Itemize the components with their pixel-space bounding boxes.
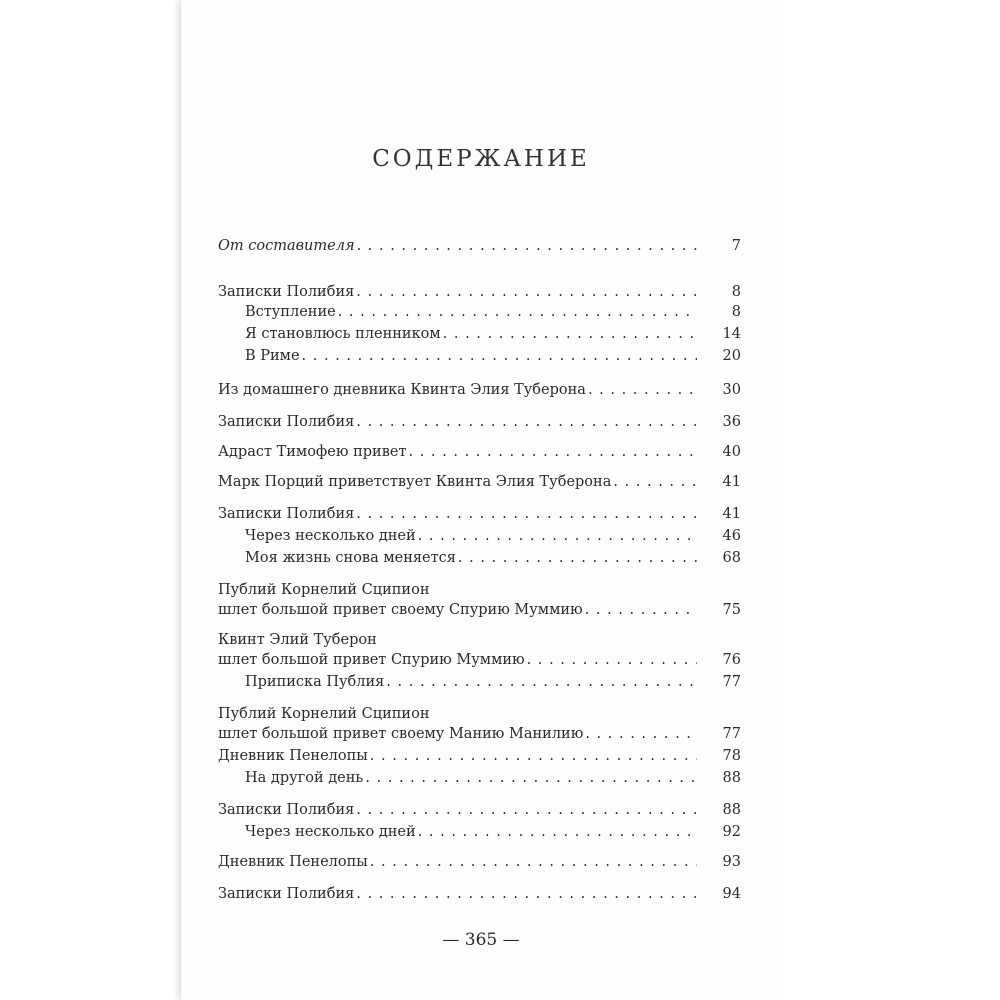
toc-entry-page-number: 20	[722, 348, 741, 364]
toc-entry-page-number: 93	[722, 854, 741, 870]
toc-entry	[218, 346, 741, 366]
toc-entry	[218, 600, 741, 620]
toc-entry-page-number: 78	[722, 748, 741, 764]
toc-entry-title: На другой день	[245, 770, 364, 786]
toc-entry-title: Дневник Пенелопы	[218, 748, 368, 764]
toc-entry-label	[218, 504, 697, 524]
toc-entry-title: Записки Полибия	[218, 414, 355, 430]
toc-entry	[218, 580, 741, 600]
toc-entry-label	[245, 548, 697, 568]
toc-entry-title: Публий Корнелий Сципион	[218, 582, 430, 598]
toc-entry-page-number: 46	[722, 528, 741, 544]
toc-entry	[218, 822, 741, 842]
toc-entry	[218, 800, 741, 820]
toc-entry	[218, 852, 741, 872]
toc-entry	[218, 504, 741, 524]
toc-entry	[218, 650, 741, 670]
toc-entry-title: Через несколько дней	[245, 824, 416, 840]
toc-entry	[218, 724, 741, 744]
toc-entry-label	[245, 672, 697, 692]
toc-entry	[218, 412, 741, 432]
toc-entry-page-number: 30	[722, 382, 741, 398]
toc-entry-title: Записки Полибия	[218, 284, 355, 300]
toc-entry-page-number: 68	[722, 550, 741, 566]
toc-entry	[218, 472, 741, 492]
toc-entry-label	[245, 526, 697, 546]
toc-entry	[218, 282, 741, 302]
toc-entry-page-number: 76	[722, 652, 741, 668]
toc-entry	[218, 672, 741, 692]
toc-entry-label	[218, 650, 697, 670]
toc-entry-title: Записки Полибия	[218, 802, 355, 818]
toc-entry-label	[218, 704, 697, 724]
toc-entry-label	[218, 800, 697, 820]
toc-entry-page-number: 36	[722, 414, 741, 430]
toc-entry-title: От составителя	[218, 238, 355, 254]
book-page	[180, 0, 781, 1000]
toc-entry-page-number: 8	[731, 304, 741, 320]
toc-entry-page-number: 41	[722, 506, 741, 522]
toc-entry-title: Публий Корнелий Сципион	[218, 706, 430, 722]
toc-entry-title: шлет большой привет Спурию Муммию	[218, 652, 525, 668]
toc-entry-label	[218, 472, 697, 492]
toc-entry-label	[218, 630, 697, 650]
toc-entry-title: шлет большой привет своему Спурию Муммию	[218, 602, 583, 618]
toc-entry-title: В Риме	[245, 348, 300, 364]
toc-entry	[218, 236, 741, 256]
toc-entry-label	[218, 380, 697, 400]
toc-entry	[218, 630, 741, 650]
page-title: СОДЕРЖАНИЕ	[372, 146, 590, 172]
toc-entry-label	[218, 282, 697, 302]
toc-entry-page-number: 75	[722, 602, 741, 618]
toc-entry-label	[218, 236, 697, 256]
toc-entry	[218, 442, 741, 462]
toc-entry	[218, 324, 741, 344]
toc-entry-label	[245, 822, 697, 842]
toc-entry-title: шлет большой привет своему Манию Манилию	[218, 726, 584, 742]
toc-entry-title: Вступление	[245, 304, 336, 320]
toc-entry-label	[245, 302, 697, 322]
toc-entry-label	[245, 346, 697, 366]
toc-entry-title: Записки Полибия	[218, 506, 355, 522]
toc-entry-label	[218, 600, 697, 620]
toc-entry-title: Адраст Тимофею привет	[218, 444, 407, 460]
toc-entry-label	[218, 442, 697, 462]
toc-entry-page-number: 92	[722, 824, 741, 840]
toc-entry-label	[218, 852, 697, 872]
toc-entry	[218, 884, 741, 904]
toc-entry-label	[218, 746, 697, 766]
toc-entry-page-number: 77	[722, 674, 741, 690]
toc-entry	[218, 548, 741, 568]
toc-entry-page-number: 40	[722, 444, 741, 460]
toc-entry-title: Квинт Элий Туберон	[218, 632, 377, 648]
page-number-footer: — 365 —	[442, 930, 520, 950]
toc-entry	[218, 380, 741, 400]
toc-entry-page-number: 7	[731, 238, 741, 254]
toc-entry-page-number: 88	[722, 802, 741, 818]
toc-entry-title: Из домашнего дневника Квинта Элия Туберона	[218, 382, 586, 398]
toc-entry-page-number: 14	[722, 326, 741, 342]
toc-entry-label	[218, 580, 697, 600]
toc-entry	[218, 746, 741, 766]
toc-entry-page-number: 41	[722, 474, 741, 490]
toc-entry	[218, 302, 741, 322]
toc-entry-page-number: 77	[722, 726, 741, 742]
toc-entry-title: Записки Полибия	[218, 886, 355, 902]
toc-entry-page-number: 94	[722, 886, 741, 902]
toc-entry-label	[245, 768, 697, 788]
toc-entry-title: Марк Порций приветствует Квинта Элия Туберона	[218, 474, 612, 490]
toc-entry-title: Через несколько дней	[245, 528, 416, 544]
toc-entry-title: Моя жизнь снова меняется	[245, 550, 456, 566]
toc-entry-title: Дневник Пенелопы	[218, 854, 368, 870]
toc-entry-label	[218, 412, 697, 432]
toc-entry-title: Приписка Публия	[245, 674, 385, 690]
toc-entry	[218, 526, 741, 546]
toc-entry-title: Я становлюсь пленником	[245, 326, 441, 342]
toc-entry	[218, 704, 741, 724]
toc-entry-label	[218, 724, 697, 744]
toc-entry-page-number: 8	[731, 284, 741, 300]
toc-entry	[218, 768, 741, 788]
toc-entry-page-number: 88	[722, 770, 741, 786]
toc-entry-label	[218, 884, 697, 904]
toc-entry-label	[245, 324, 697, 344]
